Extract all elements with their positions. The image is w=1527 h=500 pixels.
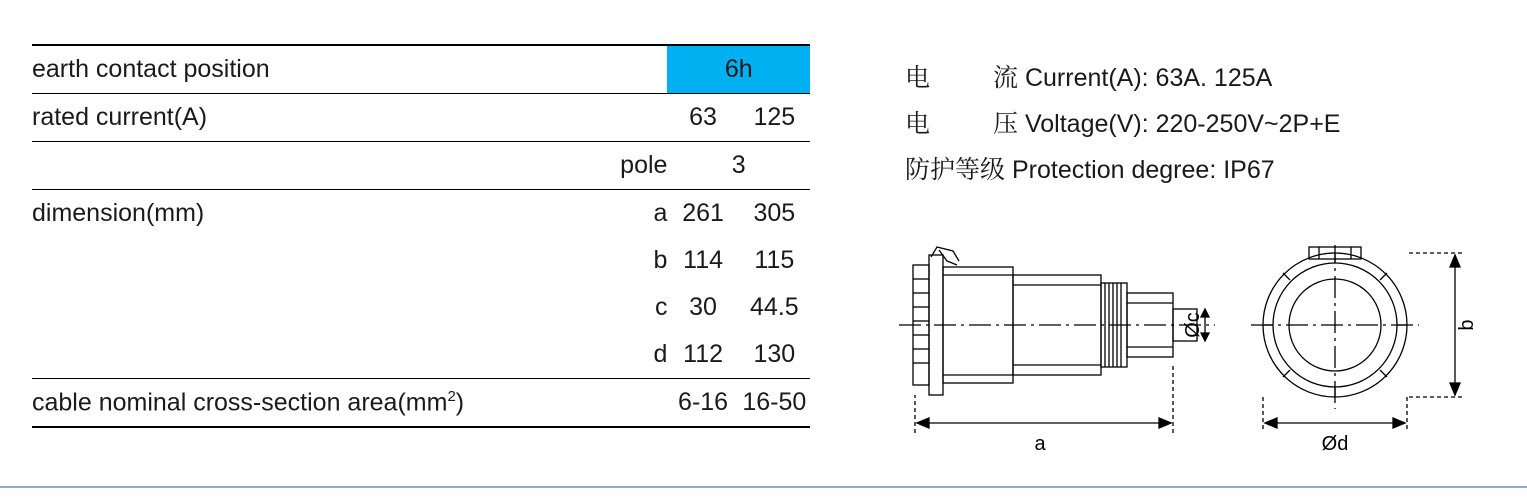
dimension-label-c: Øc (1182, 312, 1204, 338)
cell-dimension-d-sub: d (543, 331, 668, 379)
info-protection-en: Protection degree: IP67 (1011, 156, 1275, 184)
cell-rated-current-125: 125 (739, 94, 810, 142)
cell-dimension-c-125: 44.5 (750, 293, 799, 321)
dimension-label-a: a (1034, 433, 1046, 455)
cell-earth-contact-value: 6h (667, 45, 810, 94)
cell-cable-area-sub (543, 379, 668, 428)
drawing-svg (895, 245, 1515, 460)
cell-dimension-c-sub: c (654, 293, 668, 321)
cell-dimension-d-125: 130 (739, 331, 810, 379)
dimension-label-b: b (1456, 319, 1478, 331)
cell-cable-area-tail: ) (455, 388, 465, 417)
table-row (32, 94, 810, 142)
cell-cable-area-125: 16-50 (739, 379, 810, 428)
cell-rated-current-sub (543, 94, 668, 142)
cell-pole-value: 3 (667, 142, 810, 190)
info-block (905, 55, 1505, 193)
table-row (32, 190, 810, 238)
cell-blank-d (32, 331, 543, 379)
product-drawings (895, 245, 1515, 460)
cell-dimension-a-63: 261 (682, 199, 724, 227)
info-line-voltage (905, 101, 1505, 147)
info-voltage-en: Voltage(V): 220-250V~2P+E (1024, 110, 1341, 138)
cell-pole-sub: pole (543, 142, 668, 190)
cell-dimension-b-125: 115 (754, 246, 795, 274)
cell-rated-current-63: 63 (667, 94, 738, 142)
table-row (32, 237, 810, 284)
cell-earth-contact-label: earth contact position (32, 45, 543, 94)
info-current-en: Current(A): 63A. 125A (1024, 64, 1273, 92)
info-line-current (905, 55, 1505, 101)
cell-dimension-d-63: 112 (667, 331, 738, 379)
dimension-label-d: Ød (1321, 433, 1349, 455)
cell-rated-current-label: rated current(A) (32, 94, 543, 142)
table-row (32, 331, 810, 379)
cell-blank-b (32, 237, 543, 284)
info-current-cn2: 流 (993, 64, 1019, 92)
info-voltage-cn1: 电 (905, 110, 931, 138)
cell-blank-c (32, 284, 543, 331)
cell-cable-area-label (32, 379, 543, 428)
cell-dimension-label: dimension(mm) (32, 199, 205, 227)
table-row (32, 379, 810, 428)
bottom-divider (0, 486, 1527, 488)
cell-pole-label (32, 142, 543, 190)
info-voltage-cn2: 压 (993, 110, 1019, 138)
cell-dimension-c-63: 30 (689, 293, 717, 321)
info-current-cn1: 电 (905, 64, 931, 92)
specification-table (32, 44, 810, 428)
cell-dimension-a-sub: a (653, 199, 668, 227)
cell-cable-area-63: 6-16 (667, 379, 738, 428)
table-row (32, 142, 810, 190)
cell-earth-contact-sub (543, 45, 668, 94)
info-protection-cn: 防护等级 (905, 156, 1006, 184)
table-row (32, 284, 810, 331)
cell-dimension-a-125: 305 (753, 199, 796, 227)
table-row (32, 45, 810, 94)
info-line-protection (905, 147, 1505, 193)
cell-cable-area-sup: 2 (447, 387, 456, 405)
cell-dimension-b-sub: b (653, 246, 668, 274)
cell-dimension-b-63: 114 (683, 246, 723, 274)
cell-cable-area-text: cable nominal cross-section area(mm (32, 388, 448, 417)
